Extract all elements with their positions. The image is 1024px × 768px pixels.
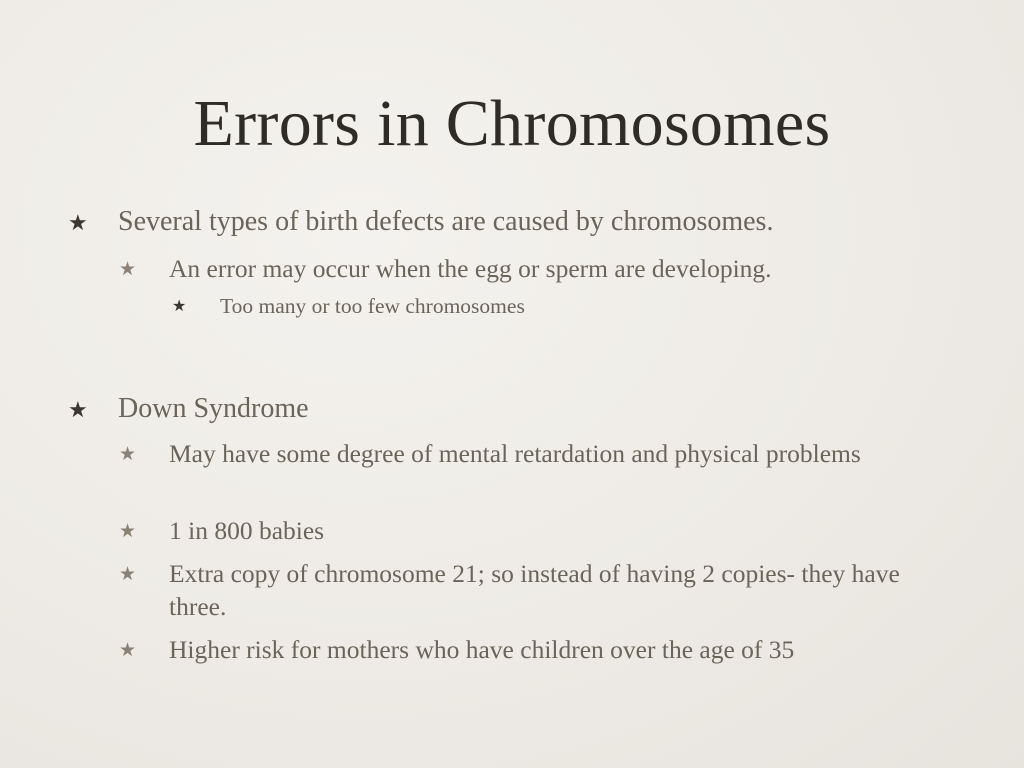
bullet-text: May have some degree of mental retardation and physical problems <box>169 439 861 468</box>
star-icon: ★ <box>172 298 187 315</box>
bullet-level1 <box>68 392 998 426</box>
bullet-text: Too many or too few chromosomes <box>220 294 525 318</box>
star-icon: ★ <box>68 397 88 422</box>
star-icon: ★ <box>119 259 137 280</box>
bullet-level2 <box>119 514 989 547</box>
bullet-level3 <box>172 292 980 320</box>
star-icon: ★ <box>119 564 137 585</box>
star-icon: ★ <box>119 444 137 465</box>
slide-title: Errors in Chromosomes <box>193 87 831 160</box>
bullet-level2 <box>119 252 989 285</box>
bullet-level2 <box>119 437 939 470</box>
bullet-level2 <box>119 633 1014 666</box>
bullet-level1 <box>68 205 998 239</box>
bullet-text: Higher risk for mothers who have children over the age of 35 <box>169 635 795 664</box>
star-icon: ★ <box>119 640 137 661</box>
star-icon: ★ <box>119 521 137 542</box>
bullet-text: Several types of birth defects are caused by chromosomes. <box>118 206 774 237</box>
star-icon: ★ <box>68 210 88 235</box>
bullet-text: An error may occur when the egg or sperm are developing. <box>169 254 772 283</box>
bullet-level2 <box>119 557 959 623</box>
bullet-text: Extra copy of chromosome 21; so instead of having 2 copies- they have three. <box>169 559 900 621</box>
bullet-text: Down Syndrome <box>118 393 309 424</box>
bullet-text: 1 in 800 babies <box>169 516 325 545</box>
